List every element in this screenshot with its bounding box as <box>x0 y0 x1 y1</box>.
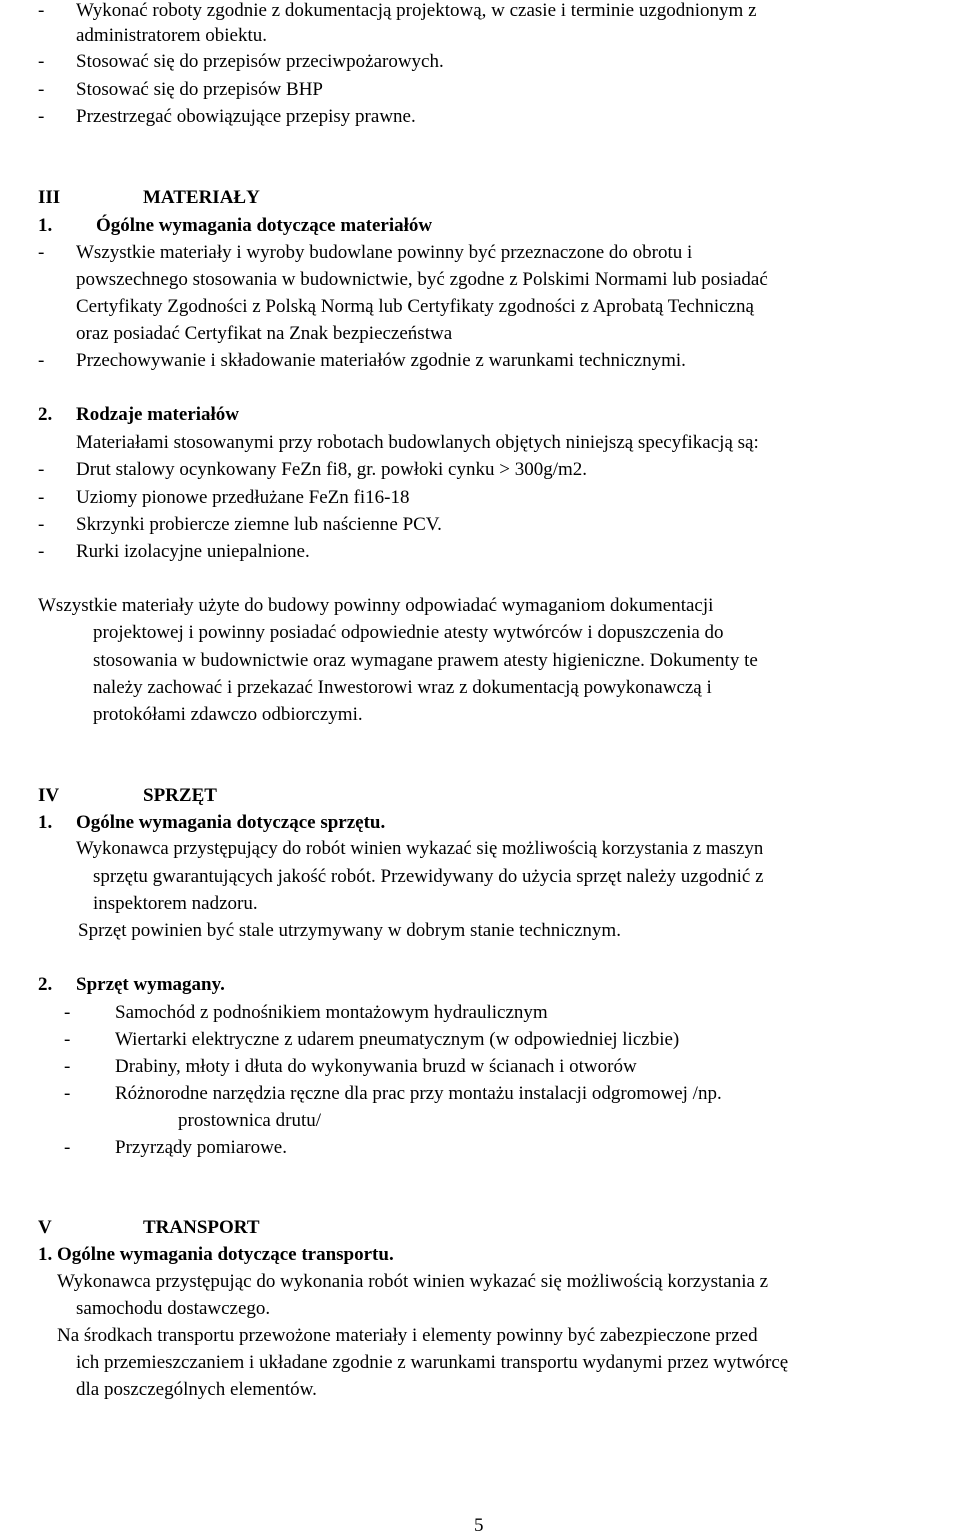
page-number: 5 <box>474 1515 484 1536</box>
equipment-item-4: Różnorodne narzędzia ręczne dla prac przy montażu instalacji odgromowej /np. <box>115 1083 722 1104</box>
section-4-number: IV <box>38 785 60 806</box>
equipment-item-2: Wiertarki elektryczne z udarem pneumatycznym (w odpowiedniej liczbie) <box>115 1029 680 1050</box>
bullet-dash: - <box>38 51 45 72</box>
equipment-item-1: Samochód z podnośnikiem montażowym hydraulicznym <box>115 1002 548 1023</box>
equipment-text-line-1: Wykonawca przystępujący do robót winien wykazać się możliwością korzystania z maszyn <box>76 838 764 859</box>
material-item-4: Rurki izolacyjne uniepalnione. <box>76 541 310 562</box>
bullet-dash: - <box>64 1083 71 1104</box>
bullet-dash: - <box>38 242 45 263</box>
section-4-title: SPRZĘT <box>143 785 217 806</box>
intro-bullet-1-cont: administratorem obiektu. <box>76 25 268 46</box>
materials-storage: Przechowywanie i składowanie materiałów zgodnie z warunkami technicznymi. <box>76 350 686 371</box>
materials-paragraph-line-4: należy zachować i przekazać Inwestorowi wraz z dokumentacją powykonawczą i <box>93 677 712 698</box>
intro-bullet-1: Wykonać roboty zgodnie z dokumentacją projektową, w czasie i terminie uzgodnionym z <box>76 0 757 21</box>
bullet-dash: - <box>64 1002 71 1023</box>
section-5-title: TRANSPORT <box>143 1217 260 1238</box>
equipment-item-5: Przyrządy pomiarowe. <box>115 1137 287 1158</box>
bullet-dash: - <box>38 106 45 127</box>
section-3-1-number: 1. <box>38 215 53 236</box>
equipment-text-line-3: inspektorem nadzoru. <box>93 893 258 914</box>
transport-text-line-5: dla poszczególnych elementów. <box>76 1379 317 1400</box>
bullet-dash: - <box>38 487 45 508</box>
section-4-2-title: Sprzęt wymagany. <box>76 974 225 995</box>
transport-text-line-3: Na środkach transportu przewożone materiały i elementy powinny być zabezpieczone przed <box>57 1325 758 1346</box>
materials-paragraph-line-2: projektowej i powinny posiadać odpowiednie atesty wytwórców i dopuszczenia do <box>93 622 724 643</box>
intro-bullet-4: Przestrzegać obowiązujące przepisy prawne. <box>76 106 416 127</box>
equipment-text-line-2: sprzętu gwarantujących jakość robót. Przewidywany do użycia sprzęt należy uzgodnić z <box>93 866 764 887</box>
section-4-1-number: 1. <box>38 812 53 833</box>
section-5-1-number: 1. <box>38 1244 53 1265</box>
materials-req-line-1: Wszystkie materiały i wyroby budowlane powinny być przeznaczone do obrotu i <box>76 242 693 263</box>
section-3-number: III <box>38 187 61 208</box>
transport-text-line-1: Wykonawca przystępując do wykonania robót winien wykazać się możliwością korzystania z <box>57 1271 769 1292</box>
bullet-dash: - <box>64 1137 71 1158</box>
equipment-item-4-cont: prostownica drutu/ <box>178 1110 322 1131</box>
intro-bullet-2: Stosować się do przepisów przeciwpożarowych. <box>76 51 444 72</box>
bullet-dash: - <box>38 459 45 480</box>
bullet-dash: - <box>64 1056 71 1077</box>
section-4-1-title: Ogólne wymagania dotyczące sprzętu. <box>76 812 386 833</box>
bullet-dash: - <box>38 514 45 535</box>
transport-text-line-4: ich przemieszczaniem i układane zgodnie z warunkami transportu wydanymi przez wytwórcę <box>76 1352 789 1373</box>
section-5-number: V <box>38 1217 52 1238</box>
section-5-1-title: Ogólne wymagania dotyczące transportu. <box>57 1244 394 1265</box>
bullet-dash: - <box>38 0 45 21</box>
section-3-title: MATERIAŁY <box>143 187 260 208</box>
materials-paragraph-line-3: stosowania w budownictwie oraz wymagane prawem atesty higieniczne. Dokumenty te <box>93 650 758 671</box>
equipment-maintenance: Sprzęt powinien być stale utrzymywany w dobrym stanie technicznym. <box>78 920 621 941</box>
materials-paragraph-line-1: Wszystkie materiały użyte do budowy powinny odpowiadać wymaganiom dokumentacji <box>38 595 714 616</box>
section-3-2-number: 2. <box>38 404 53 425</box>
materials-req-line-4: oraz posiadać Certyfikat na Znak bezpieczeństwa <box>76 323 453 344</box>
section-3-1-title: Ógólne wymagania dotyczące materiałów <box>96 215 433 236</box>
bullet-dash: - <box>38 541 45 562</box>
materials-req-line-3: Certyfikaty Zgodności z Polską Normą lub Certyfikaty zgodności z Aprobatą Techniczną <box>76 296 754 317</box>
materials-paragraph-line-5: protokółami zdawczo odbiorczymi. <box>93 704 363 725</box>
material-item-2: Uziomy pionowe przedłużane FeZn fi16-18 <box>76 487 410 508</box>
bullet-dash: - <box>38 350 45 371</box>
intro-bullet-3: Stosować się do przepisów BHP <box>76 79 323 100</box>
material-item-3: Skrzynki probiercze ziemne lub naścienne PCV. <box>76 514 442 535</box>
material-item-1: Drut stalowy ocynkowany FeZn fi8, gr. powłoki cynku > 300g/m2. <box>76 459 587 480</box>
materials-intro: Materiałami stosowanymi przy robotach budowlanych objętych niniejszą specyfikacją są: <box>76 432 759 453</box>
bullet-dash: - <box>38 79 45 100</box>
section-3-2-title: Rodzaje materiałów <box>76 404 240 425</box>
equipment-item-3: Drabiny, młoty i dłuta do wykonywania bruzd w ścianach i otworów <box>115 1056 637 1077</box>
section-4-2-number: 2. <box>38 974 53 995</box>
bullet-dash: - <box>64 1029 71 1050</box>
materials-req-line-2: powszechnego stosowania w budownictwie, być zgodne z Polskimi Normami lub posiadać <box>76 269 768 290</box>
transport-text-line-2: samochodu dostawczego. <box>76 1298 271 1319</box>
